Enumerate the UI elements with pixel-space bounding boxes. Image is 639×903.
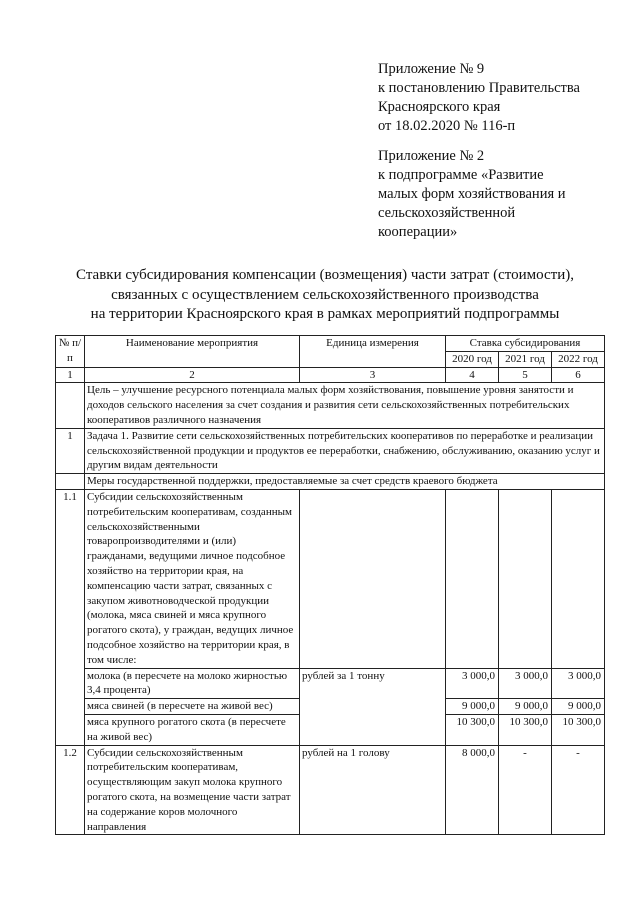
appendix-2-line: к подпрограмме «Развитие: [378, 167, 544, 183]
appendix-2-line: кооперации»: [378, 224, 458, 240]
goal-row: [56, 383, 605, 428]
sub-milk-2020: 3 000,0: [446, 668, 499, 699]
table-row: [56, 745, 605, 835]
row-1-1-v2022: [552, 489, 605, 668]
table-row: [56, 668, 605, 699]
header-row: [56, 336, 605, 352]
row-1-1-v2021: [499, 489, 552, 668]
title-line: на территории Красноярского края в рамках мероприятий подпрограммы: [90, 306, 560, 322]
title-line: связанных с осуществлением сельскохозяйственного производства: [111, 286, 539, 303]
sub-milk-2021: 3 000,0: [499, 668, 552, 699]
document-title: [60, 266, 590, 325]
row-1-1-v2020: [446, 489, 499, 668]
row-1-2-v2022: -: [552, 745, 605, 835]
task-num: 1: [56, 428, 85, 473]
header-num: № п/п: [56, 336, 85, 368]
task-row: [56, 428, 605, 473]
appendix-2-line: малых форм хозяйствования и: [378, 186, 566, 202]
header-name: Наименование мероприятия: [85, 336, 300, 368]
header-rate: Ставка субсидирования: [446, 336, 605, 352]
appendix-9-line: Красноярского края: [378, 99, 501, 115]
col-number: 6: [552, 367, 605, 383]
appendix-9-header: [378, 60, 580, 136]
task-text: Задача 1. Развитие сети сельскохозяйственных потребительских кооперативов по переработке и реализации сельскохозяйственной продукции и продуктов ее переработки, снабжению, обслуживанию, оказанию услуг и другим видам деятельности: [85, 428, 605, 473]
sub-milk-2022: 3 000,0: [552, 668, 605, 699]
appendix-2-header: [378, 147, 566, 242]
header-year-2020: 2020 год: [446, 351, 499, 367]
row-1-2-text: Субсидии сельскохозяйственным потребительским кооперативам, осуществляющим закуп молока крупного рогатого скота, на возмещение части затрат на содержание коров молочного направления: [85, 745, 300, 835]
appendix-2-line: сельскохозяйственной: [378, 205, 516, 221]
row-1-1-num: 1.1: [56, 489, 85, 745]
subsidy-rates-table: [55, 335, 605, 835]
sub-unit: рублей за 1 тонну: [300, 668, 446, 745]
col-number: 2: [85, 367, 300, 383]
sub-beef-2021: 10 300,0: [499, 714, 552, 745]
col-number: 3: [300, 367, 446, 383]
sub-milk-name: молока (в пересчете на молоко жирностью 3,4 процента): [85, 668, 300, 699]
col-number: 1: [56, 367, 85, 383]
goal-text: Цель – улучшение ресурсного потенциала малых форм хозяйствования, повышение уровня занятости и доходов сельского населения за счет создания и развития сети сельскохозяйственных потребительских кооперативов различного назначения: [85, 383, 605, 428]
column-numbers-row: [56, 367, 605, 383]
col-number: 5: [499, 367, 552, 383]
col-number: 4: [446, 367, 499, 383]
sub-pork-2020: 9 000,0: [446, 699, 499, 715]
row-1-2-v2020: 8 000,0: [446, 745, 499, 835]
row-1-2-unit: рублей на 1 голову: [300, 745, 446, 835]
measures-row: [56, 474, 605, 490]
appendix-9-line: от 18.02.2020 № 116-п: [378, 118, 516, 134]
header-year-2022: 2022 год: [552, 351, 605, 367]
header-unit: Единица измерения: [300, 336, 446, 368]
sub-pork-name: мяса свиней (в пересчете на живой вес): [85, 699, 300, 715]
appendix-9-line: к постановлению Правительства: [378, 80, 580, 96]
header-year-2021: 2021 год: [499, 351, 552, 367]
sub-beef-2022: 10 300,0: [552, 714, 605, 745]
measures-num-cell: [56, 474, 85, 490]
sub-pork-2021: 9 000,0: [499, 699, 552, 715]
row-1-1-text: Субсидии сельскохозяйственным потребительским кооперативам, созданным сельскохозяйственными товаропроизводителями и (или) гражданами, ведущими личное подсобное хозяйство на территории края, на компенсацию части затрат, связанных с закупом животноводческой продукции (молока, мяса свиней и мяса крупного рогатого скота), у граждан, ведущих личное подсобное хозяйство на территории края, в том числе:: [85, 489, 300, 668]
sub-pork-2022: 9 000,0: [552, 699, 605, 715]
table-row: [56, 489, 605, 668]
sub-beef-name: мяса крупного рогатого скота (в пересчете на живой вес): [85, 714, 300, 745]
row-1-2-num: 1.2: [56, 745, 85, 835]
title-line: Ставки субсидирования компенсации (возмещения) части затрат (стоимости),: [76, 267, 574, 283]
measures-text: Меры государственной поддержки, предоставляемые за счет средств краевого бюджета: [85, 474, 605, 490]
sub-beef-2020: 10 300,0: [446, 714, 499, 745]
appendix-2-line: Приложение № 2: [378, 148, 485, 164]
row-1-2-v2021: -: [499, 745, 552, 835]
goal-num-cell: [56, 383, 85, 428]
appendix-9-line: Приложение № 9: [378, 61, 485, 77]
row-1-1-unit: [300, 489, 446, 668]
